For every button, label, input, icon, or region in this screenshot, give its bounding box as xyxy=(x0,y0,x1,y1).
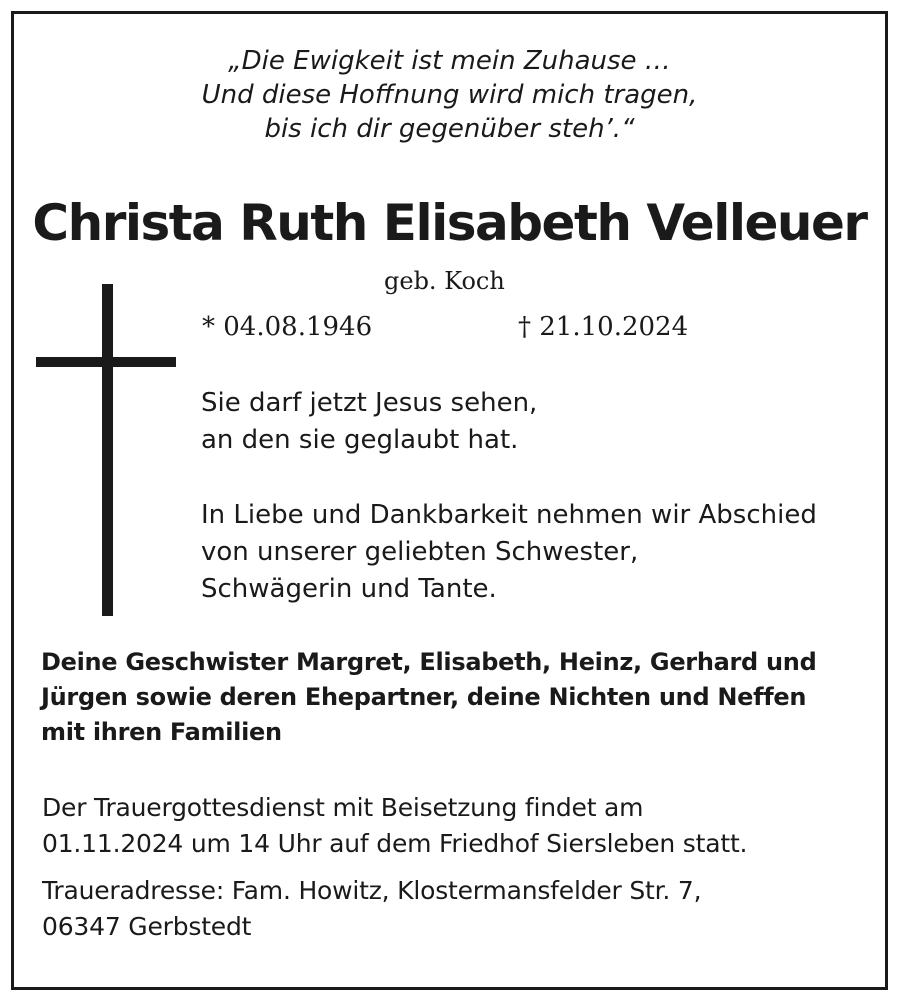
opening-quote xyxy=(0,44,899,146)
mourning-address xyxy=(42,873,701,945)
mourners-list xyxy=(41,645,816,750)
service-info xyxy=(42,790,747,862)
text-line: Sie darf jetzt Jesus sehen, xyxy=(201,388,538,418)
service-line: 01.11.2024 um 14 Uhr auf dem Friedhof Siersleben statt. xyxy=(42,829,748,858)
farewell-text xyxy=(201,497,817,608)
birth-date: * 04.08.1946 xyxy=(202,312,373,342)
service-line: Der Trauergottesdienst mit Beisetzung findet am xyxy=(42,793,644,822)
mourners-line: mit ihren Familien xyxy=(41,718,282,746)
text-line: von unserer geliebten Schwester, xyxy=(201,537,639,567)
address-line: Traueradresse: Fam. Howitz, Klostermansfelder Str. 7, xyxy=(42,876,702,905)
cross-icon xyxy=(36,284,180,616)
text-line: In Liebe und Dankbarkeit nehmen wir Abschied xyxy=(201,500,817,530)
maiden-name: geb. Koch xyxy=(384,267,505,295)
quote-line: Und diese Hoffnung wird mich tragen, xyxy=(201,80,698,110)
text-line: an den sie geglaubt hat. xyxy=(201,425,519,455)
death-date: † 21.10.2024 xyxy=(518,312,689,342)
address-line: 06347 Gerbstedt xyxy=(42,912,252,941)
faith-text xyxy=(201,385,537,459)
quote-line: „Die Ewigkeit ist mein Zuhause … xyxy=(228,46,671,76)
mourners-line: Deine Geschwister Margret, Elisabeth, Heinz, Gerhard und xyxy=(41,648,817,676)
quote-line: bis ich dir gegenüber steh’.“ xyxy=(264,114,635,144)
mourners-line: Jürgen sowie deren Ehepartner, deine Nichten und Neffen xyxy=(41,683,807,711)
text-line: Schwägerin und Tante. xyxy=(201,574,497,604)
deceased-name: Christa Ruth Elisabeth Velleuer xyxy=(32,194,867,252)
